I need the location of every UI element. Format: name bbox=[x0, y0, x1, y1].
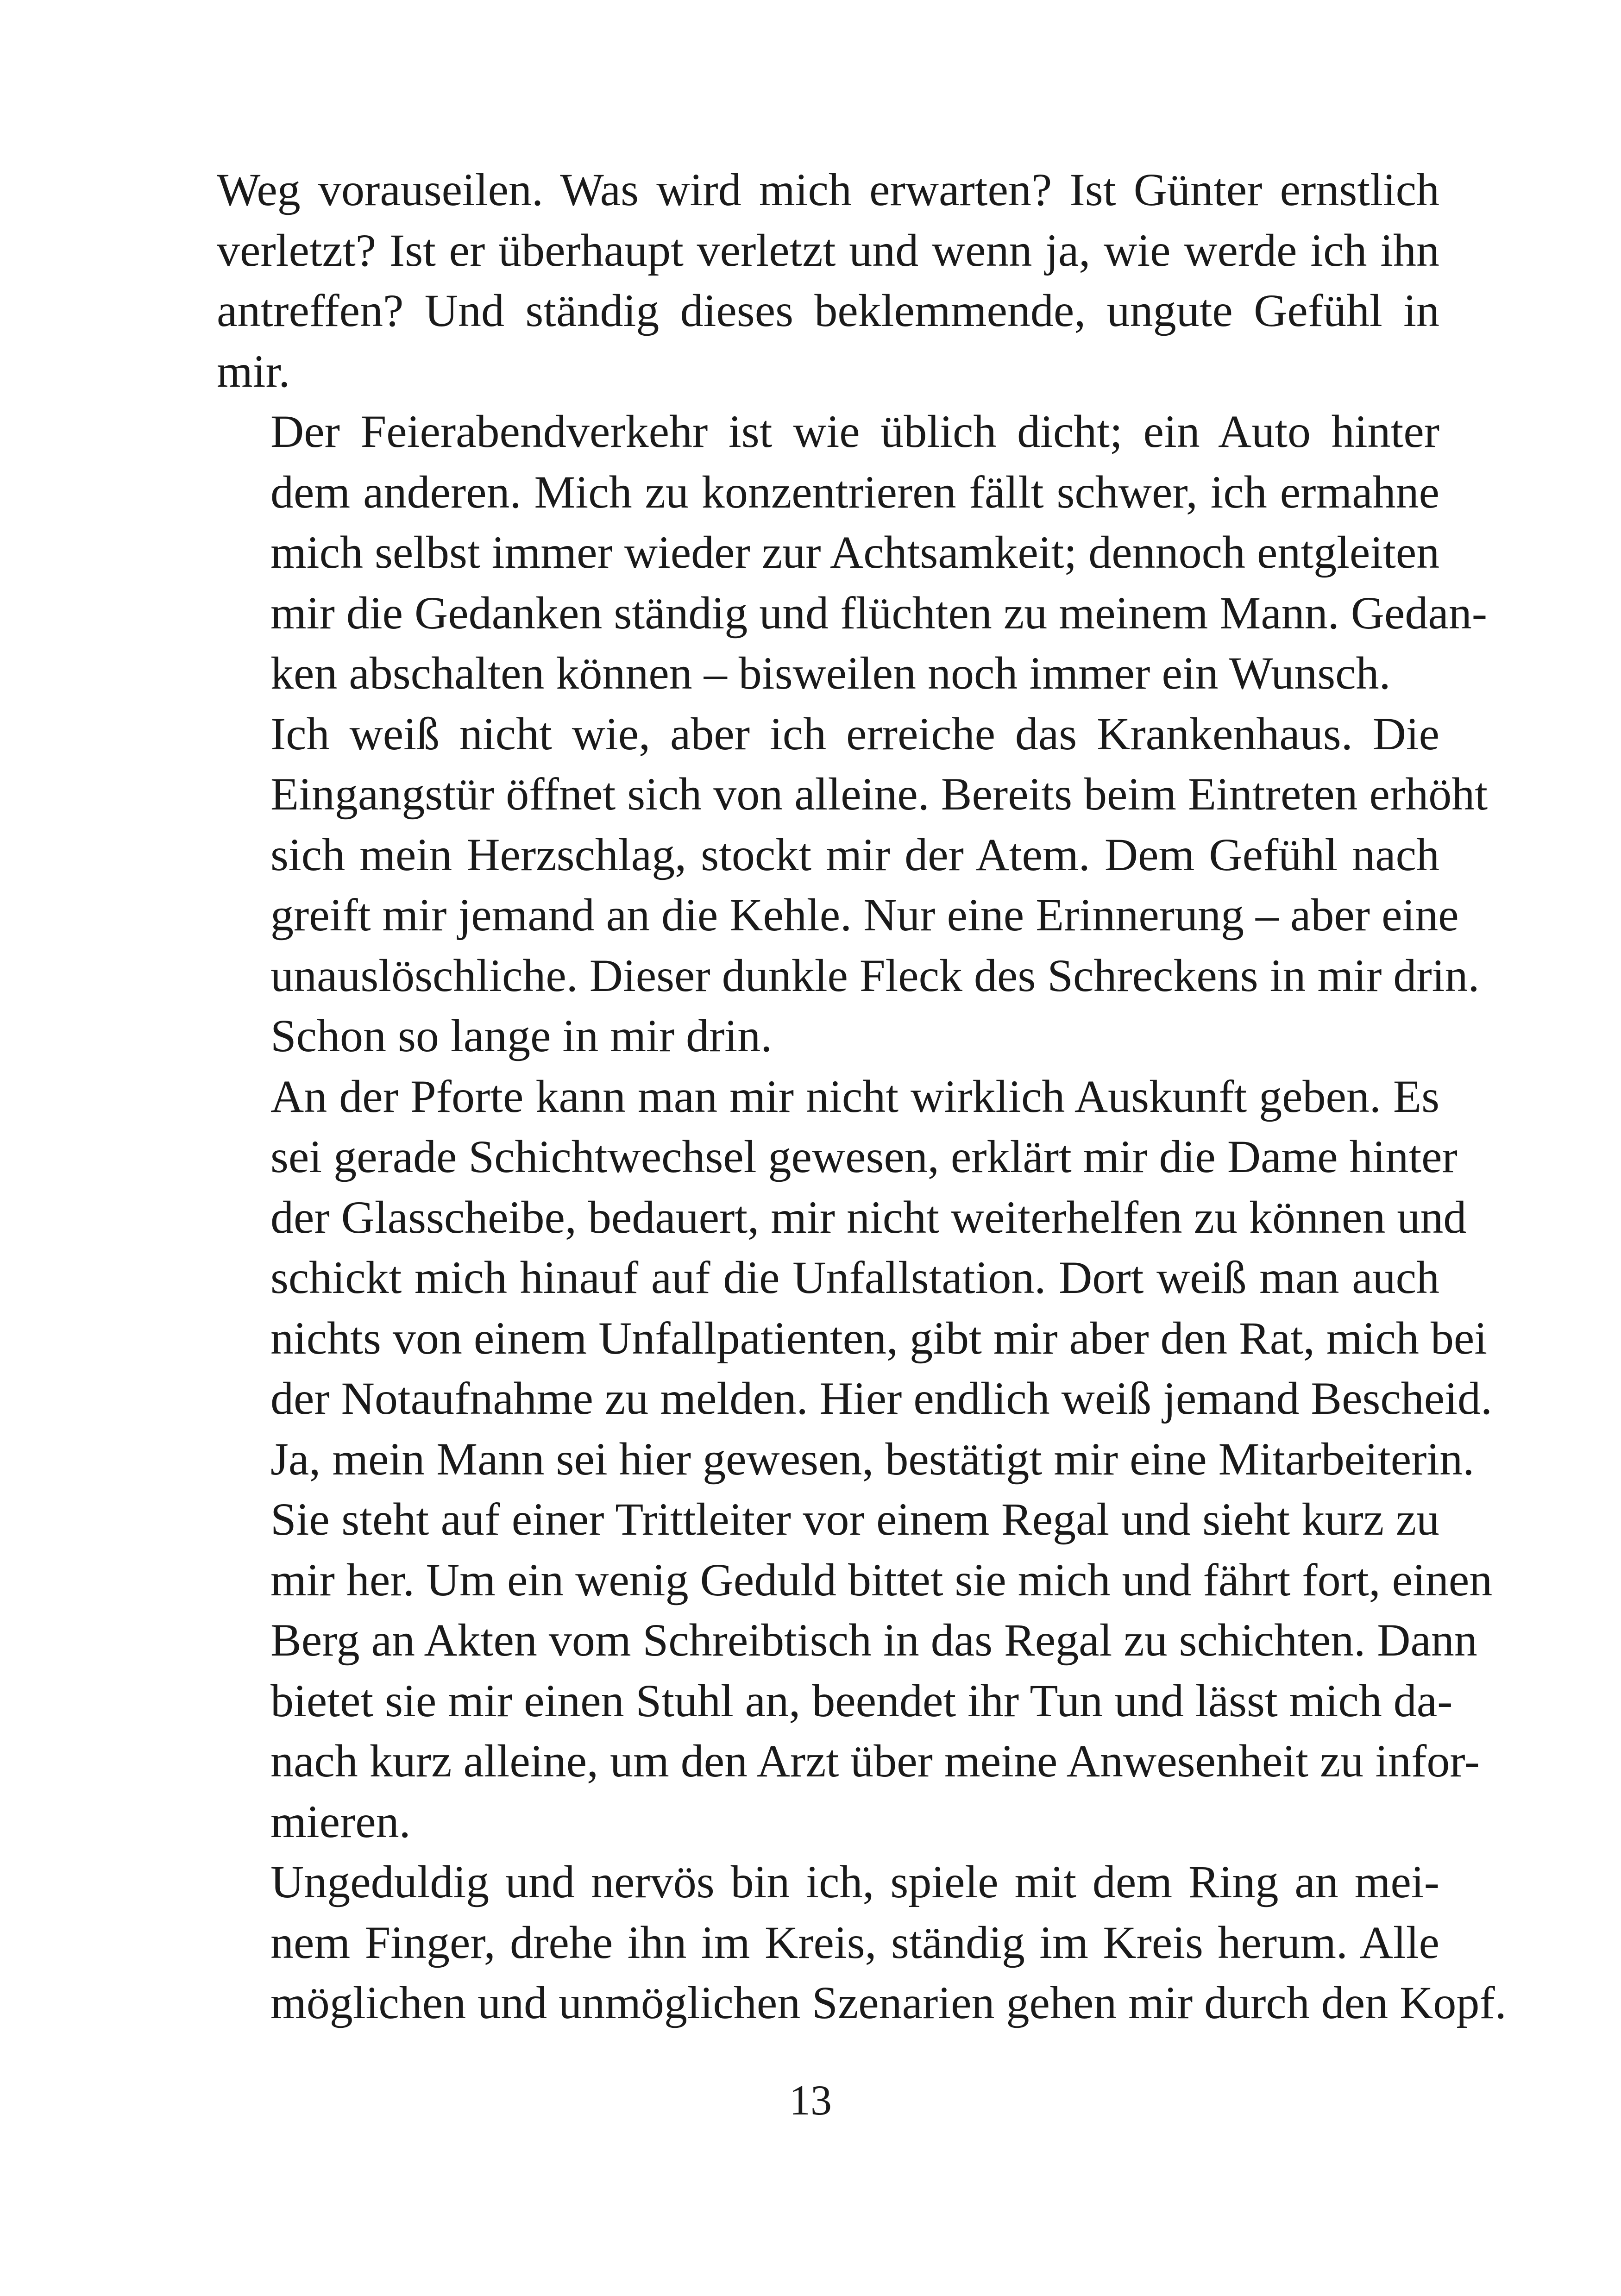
paragraph-2 bbox=[217, 401, 1488, 704]
text-line: Eingangstür öffnet sich von alleine. Bereits beim Eintreten erhöht bbox=[270, 768, 1488, 820]
text-line: Sie steht auf einer Trittleiter vor einem Regal und sieht kurz zu bbox=[270, 1493, 1439, 1545]
text-line: greift mir jemand an die Kehle. Nur eine Erinnerung – aber eine bbox=[270, 889, 1459, 941]
text-line: nichts von einem Unfallpatienten, gibt mir aber den Rat, mich bei bbox=[270, 1312, 1488, 1364]
text-line: Schon so lange in mir drin. bbox=[270, 1010, 773, 1061]
body-text bbox=[217, 160, 1507, 2033]
text-line: bietet sie mir einen Stuhl an, beendet ihr Tun und lässt mich da- bbox=[270, 1675, 1453, 1726]
paragraph-1 bbox=[217, 160, 1439, 401]
text-line: mir die Gedanken ständig und flüchten zu meinem Mann. Gedan- bbox=[270, 587, 1488, 639]
text-line: Ja, mein Mann sei hier gewesen, bestätigt mir eine Mitarbeiterin. bbox=[270, 1433, 1475, 1485]
text-line: verletzt? Ist er überhaupt verletzt und wenn ja, wie werde ich ihn bbox=[217, 224, 1439, 276]
text-line: mich selbst immer wieder zur Achtsamkeit; dennoch entgleiten bbox=[270, 527, 1440, 578]
text-line: Der Feierabendverkehr ist wie üblich dicht; ein Auto hinter bbox=[270, 406, 1439, 457]
text-line: mir her. Um ein wenig Geduld bittet sie mich und fährt fort, einen bbox=[270, 1554, 1493, 1606]
text-line: sei gerade Schichtwechsel gewesen, erklärt mir die Dame hinter bbox=[270, 1131, 1458, 1182]
text-line: Ungeduldig und nervös bin ich, spiele mit dem Ring an mei- bbox=[270, 1856, 1439, 1907]
text-line: unauslöschliche. Dieser dunkle Fleck des Schreckens in mir drin. bbox=[270, 949, 1480, 1001]
paragraph-4 bbox=[217, 1066, 1493, 1852]
text-line: der Glasscheibe, bedauert, mir nicht weiterhelfen zu können und bbox=[270, 1191, 1467, 1243]
text-line: Weg vorauseilen. Was wird mich erwarten? Ist Günter ernstlich bbox=[217, 164, 1439, 215]
text-line: mir. bbox=[217, 345, 290, 397]
text-line: ken abschalten können – bisweilen noch immer ein Wunsch. bbox=[270, 647, 1391, 699]
text-line: nach kurz alleine, um den Arzt über meine Anwesenheit zu infor- bbox=[270, 1735, 1480, 1787]
text-line: möglichen und unmöglichen Szenarien gehen mir durch den Kopf. bbox=[270, 1977, 1507, 2028]
text-line: antreffen? Und ständig dieses beklemmende, ungute Gefühl in bbox=[217, 285, 1439, 336]
text-line: sich mein Herzschlag, stockt mir der Atem. Dem Gefühl nach bbox=[270, 828, 1439, 880]
text-line: nem Finger, drehe ihn im Kreis, ständig im Kreis herum. Alle bbox=[270, 1916, 1439, 1968]
text-line: Berg an Akten vom Schreibtisch in das Regal zu schichten. Dann bbox=[270, 1614, 1477, 1666]
text-line: der Notaufnahme zu melden. Hier endlich weiß jemand Bescheid. bbox=[270, 1373, 1492, 1424]
text-line: Ich weiß nicht wie, aber ich erreiche das Krankenhaus. Die bbox=[270, 708, 1439, 759]
text-line: schickt mich hinauf auf die Unfallstation. Dort weiß man auch bbox=[270, 1252, 1439, 1303]
page-number: 13 bbox=[789, 2076, 832, 2124]
text-line: An der Pforte kann man mir nicht wirklich Auskunft geben. Es bbox=[270, 1070, 1439, 1122]
text-line: dem anderen. Mich zu konzentrieren fällt schwer, ich ermahne bbox=[270, 466, 1439, 518]
paragraph-5 bbox=[217, 1852, 1507, 2033]
paragraph-3 bbox=[217, 704, 1488, 1066]
text-line: mieren. bbox=[270, 1795, 411, 1847]
